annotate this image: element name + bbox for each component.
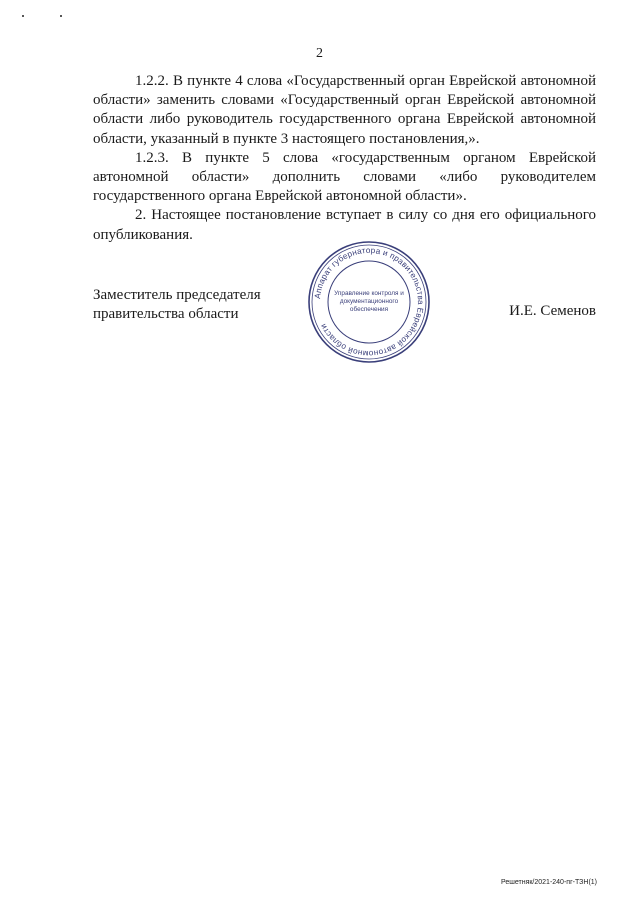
signatory-title xyxy=(93,286,261,324)
official-stamp xyxy=(307,240,431,364)
signatory-title-line-1: Заместитель председателя xyxy=(93,287,261,303)
scan-speck xyxy=(60,15,62,17)
paragraph-1-2-3: 1.2.3. В пункте 5 слова «государственным органом Еврейской автономной области» дополнить словами «либо руководителем государственного органа Еврейской автономной области». xyxy=(93,149,596,205)
stamp-center-line-3: обеспечения xyxy=(349,306,389,313)
scan-speck xyxy=(22,15,24,17)
page-number: 2 xyxy=(316,46,323,61)
paragraph-2: 2. Настоящее постановление вступает в силу со дня его официального опубликования. xyxy=(93,207,596,243)
stamp-center-line-1: Управление контроля и xyxy=(334,290,404,297)
footer-document-code: Решетняк/2021-240-пг-ТЗН(1) xyxy=(500,879,597,886)
stamp-ring-text: Аппарат губернатора и правительства Еврейской автономной области xyxy=(313,245,426,359)
document-body xyxy=(93,72,596,245)
signatory-title-line-2: правительства области xyxy=(93,306,239,322)
stamp-center-line-2: документационного xyxy=(339,298,399,305)
signatory-name: И.Е. Семенов xyxy=(509,303,596,319)
paragraph-1-2-2: 1.2.2. В пункте 4 слова «Государственный орган Еврейской автономной области» заменить словами «Государственный орган Еврейской автономной области либо руководитель государственного органа Еврейской автономной области, указанный в пункте 3 настоящего постановления,». xyxy=(93,73,596,147)
